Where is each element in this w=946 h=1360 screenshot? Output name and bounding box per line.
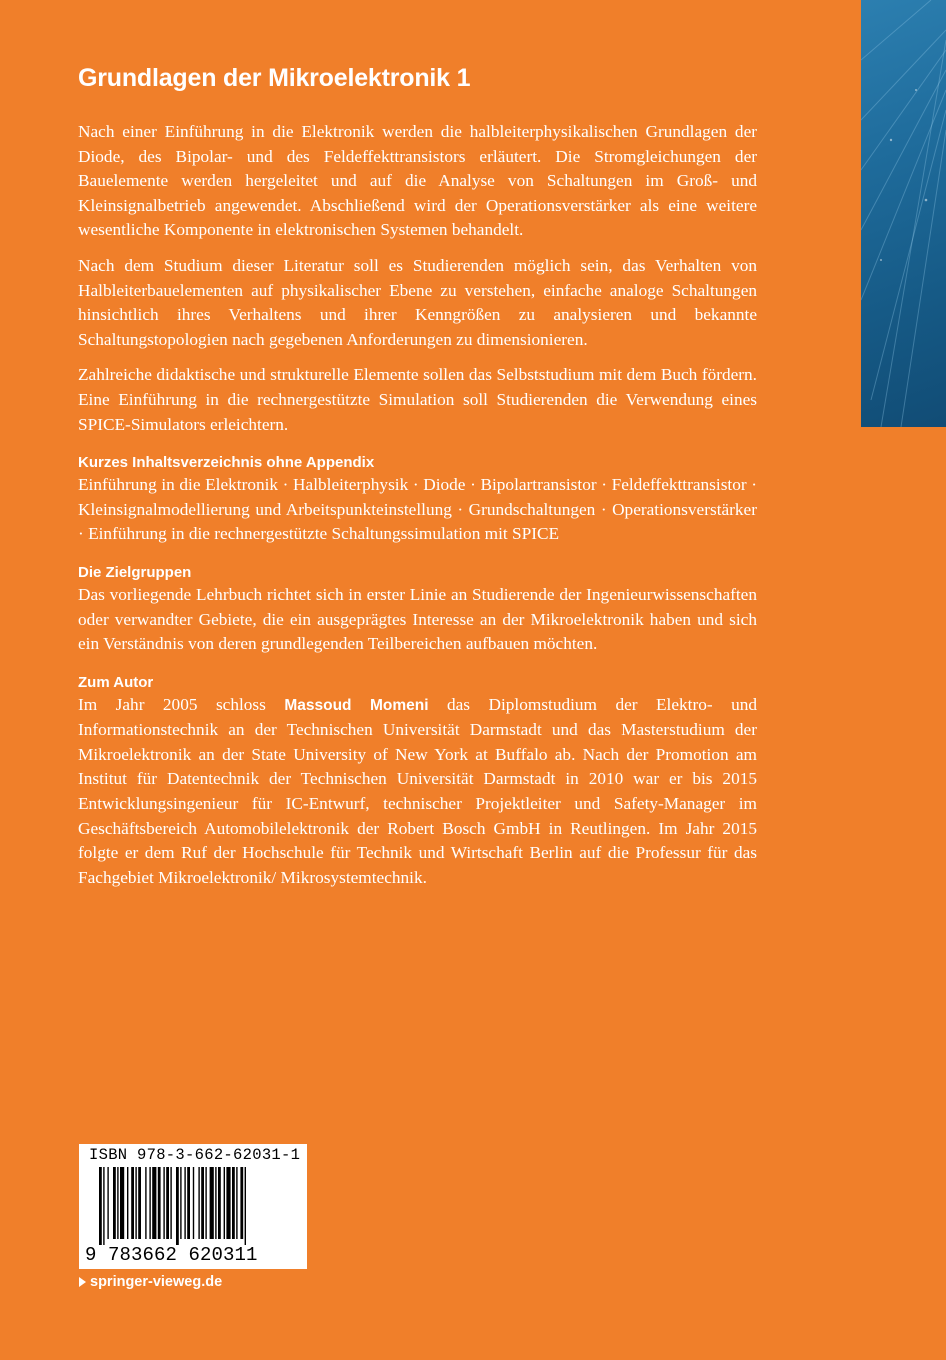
audience-heading: Die Zielgruppen [78, 563, 192, 581]
barcode-bar [163, 1167, 164, 1239]
barcode-bar [113, 1167, 116, 1239]
barcode-bar [184, 1167, 185, 1239]
barcode-bar [198, 1167, 199, 1239]
barcode-bar [103, 1167, 104, 1245]
intro-paragraph: Nach einer Einführung in die Elektronik werden die halbleiterphysikalischen Grundlagen der Diode, des Bipolar- und des Feldeffekttransistors erläutert. Die Stromgleichungen der Bauelemente werden hergeleitet und auf die Analyse von Schaltungen im Groß- und Kleinsignalbetrieb angewendet. Abschließend wird der Operationsverstärker als eine weitere wesentliche Komponente in elektronischen Systemen behandelt. [78, 122, 757, 240]
barcode-bar [149, 1167, 150, 1239]
barcode-bar [120, 1167, 124, 1239]
barcode-bar [117, 1167, 118, 1239]
back-cover-text [78, 120, 757, 905]
barcode-bar [218, 1167, 221, 1239]
barcode-bar [180, 1167, 181, 1239]
toc-text: Einführung in die Elektronik · Halbleiterphysik · Diode · Bipolartransistor · Feldeffekttransistor · Kleinsignalmodellierung und Arbeitspunkteinstellung · Grundschaltungen · Operationsverstärker · Einführung in die rechnergestützte Schaltungssimulation mit SPICE [78, 475, 757, 544]
author-section [78, 672, 757, 891]
barcode-bar [127, 1167, 128, 1239]
barcode-bar [166, 1167, 169, 1239]
barcode-bar [201, 1167, 204, 1239]
toc-section [78, 452, 757, 547]
decorative-blue-strip [861, 0, 946, 427]
book-title: Grundlagen der Mikroelektronik 1 [78, 64, 471, 92]
barcode-bar [236, 1167, 237, 1239]
barcode-bar [135, 1167, 136, 1239]
audience-text: Das vorliegende Lehrbuch richtet sich in erster Linie an Studierende der Ingenieurwissenschaften oder verwandter Gebiete, die ein ausgeprägtes Interesse an der Mikroelektronik haben und sich ein Verständnis von deren grundlegenden Teilbereichen aufbauen möchten. [78, 584, 757, 654]
author-text [78, 693, 757, 891]
light-rays-graphic [861, 0, 946, 427]
author-text-rest: das Diplomstudium der Elektro- und Informationstechnik an der Technischen Universität Darmstadt und das Masterstudium der Mikroelektronik an der State University of New York at Buffalo ab. Nach der Promotion am Institut für Datentechnik der Technischen Universität Darmstadt in 2010 war er bis 2015 Entwicklungsingenieur für IC-Entwurf, technischer Projektleiter und Safety-Manager im Geschäftsbereich Automobilelektronik der Robert Bosch GmbH in Reutlingen. Im Jahr 2015 folgte er dem Ruf der Hochschule für Technik und Wirtschaft Berlin auf die Professur für das Fachgebiet Mikroelektronik/ Mikrosystemtechnik. [78, 694, 757, 887]
barcode-bars [99, 1167, 289, 1245]
ean-digits: 9 783662 620311 [85, 1244, 258, 1266]
barcode-bar [145, 1167, 146, 1239]
didactic-paragraph: Zahlreiche didaktische und strukturelle Elemente sollen das Selbststudium mit dem Buch fördern. Eine Einführung in die rechnergestützte Simulation soll Studierenden die Verwendung eines SPICE-Simulators erleichtern. [78, 365, 757, 434]
barcode-bar [193, 1167, 194, 1239]
isbn-barcode [79, 1144, 307, 1269]
arrow-right-icon [79, 1277, 86, 1287]
author-heading: Zum Autor [78, 673, 154, 691]
barcode-bar [215, 1167, 216, 1239]
barcode-bar [187, 1167, 190, 1239]
barcode-bar [158, 1167, 161, 1239]
publisher-link[interactable] [79, 1274, 222, 1290]
barcode-bar [152, 1167, 156, 1239]
barcode-bar [210, 1167, 214, 1239]
author-text-start: Im Jahr 2005 schloss [78, 694, 285, 714]
barcode-bar [138, 1167, 141, 1239]
barcode-bar [205, 1167, 206, 1239]
author-name: Massoud Momeni [284, 696, 429, 714]
isbn-label: ISBN 978-3-662-62031-1 [89, 1146, 301, 1164]
publisher-url: springer-vieweg.de [90, 1274, 223, 1290]
barcode-bar [99, 1167, 102, 1245]
barcode-bar [176, 1167, 179, 1245]
barcode-bar [232, 1167, 235, 1239]
barcode-bar [107, 1167, 108, 1239]
barcode-bar [240, 1167, 243, 1239]
audience-section [78, 562, 757, 657]
barcode-bar [224, 1167, 225, 1239]
toc-heading: Kurzes Inhaltsverzeichnis ohne Appendix [78, 454, 375, 472]
goal-paragraph: Nach dem Studium dieser Literatur soll es Studierenden möglich sein, das Verhalten von Halbleiterbauelementen auf physikalischer Ebene zu verstehen, einfache analoge Schaltungen hinsichtlich ihres Verhaltens und ihrer Kenngrößen zu analysieren und bekannte Schaltungstopologien nach gegebenen Anforderungen zu dimensionieren. [78, 255, 757, 349]
barcode-bar [170, 1167, 171, 1239]
barcode-bar [131, 1167, 134, 1239]
barcode-bar [226, 1167, 230, 1239]
barcode-bar [245, 1167, 246, 1245]
